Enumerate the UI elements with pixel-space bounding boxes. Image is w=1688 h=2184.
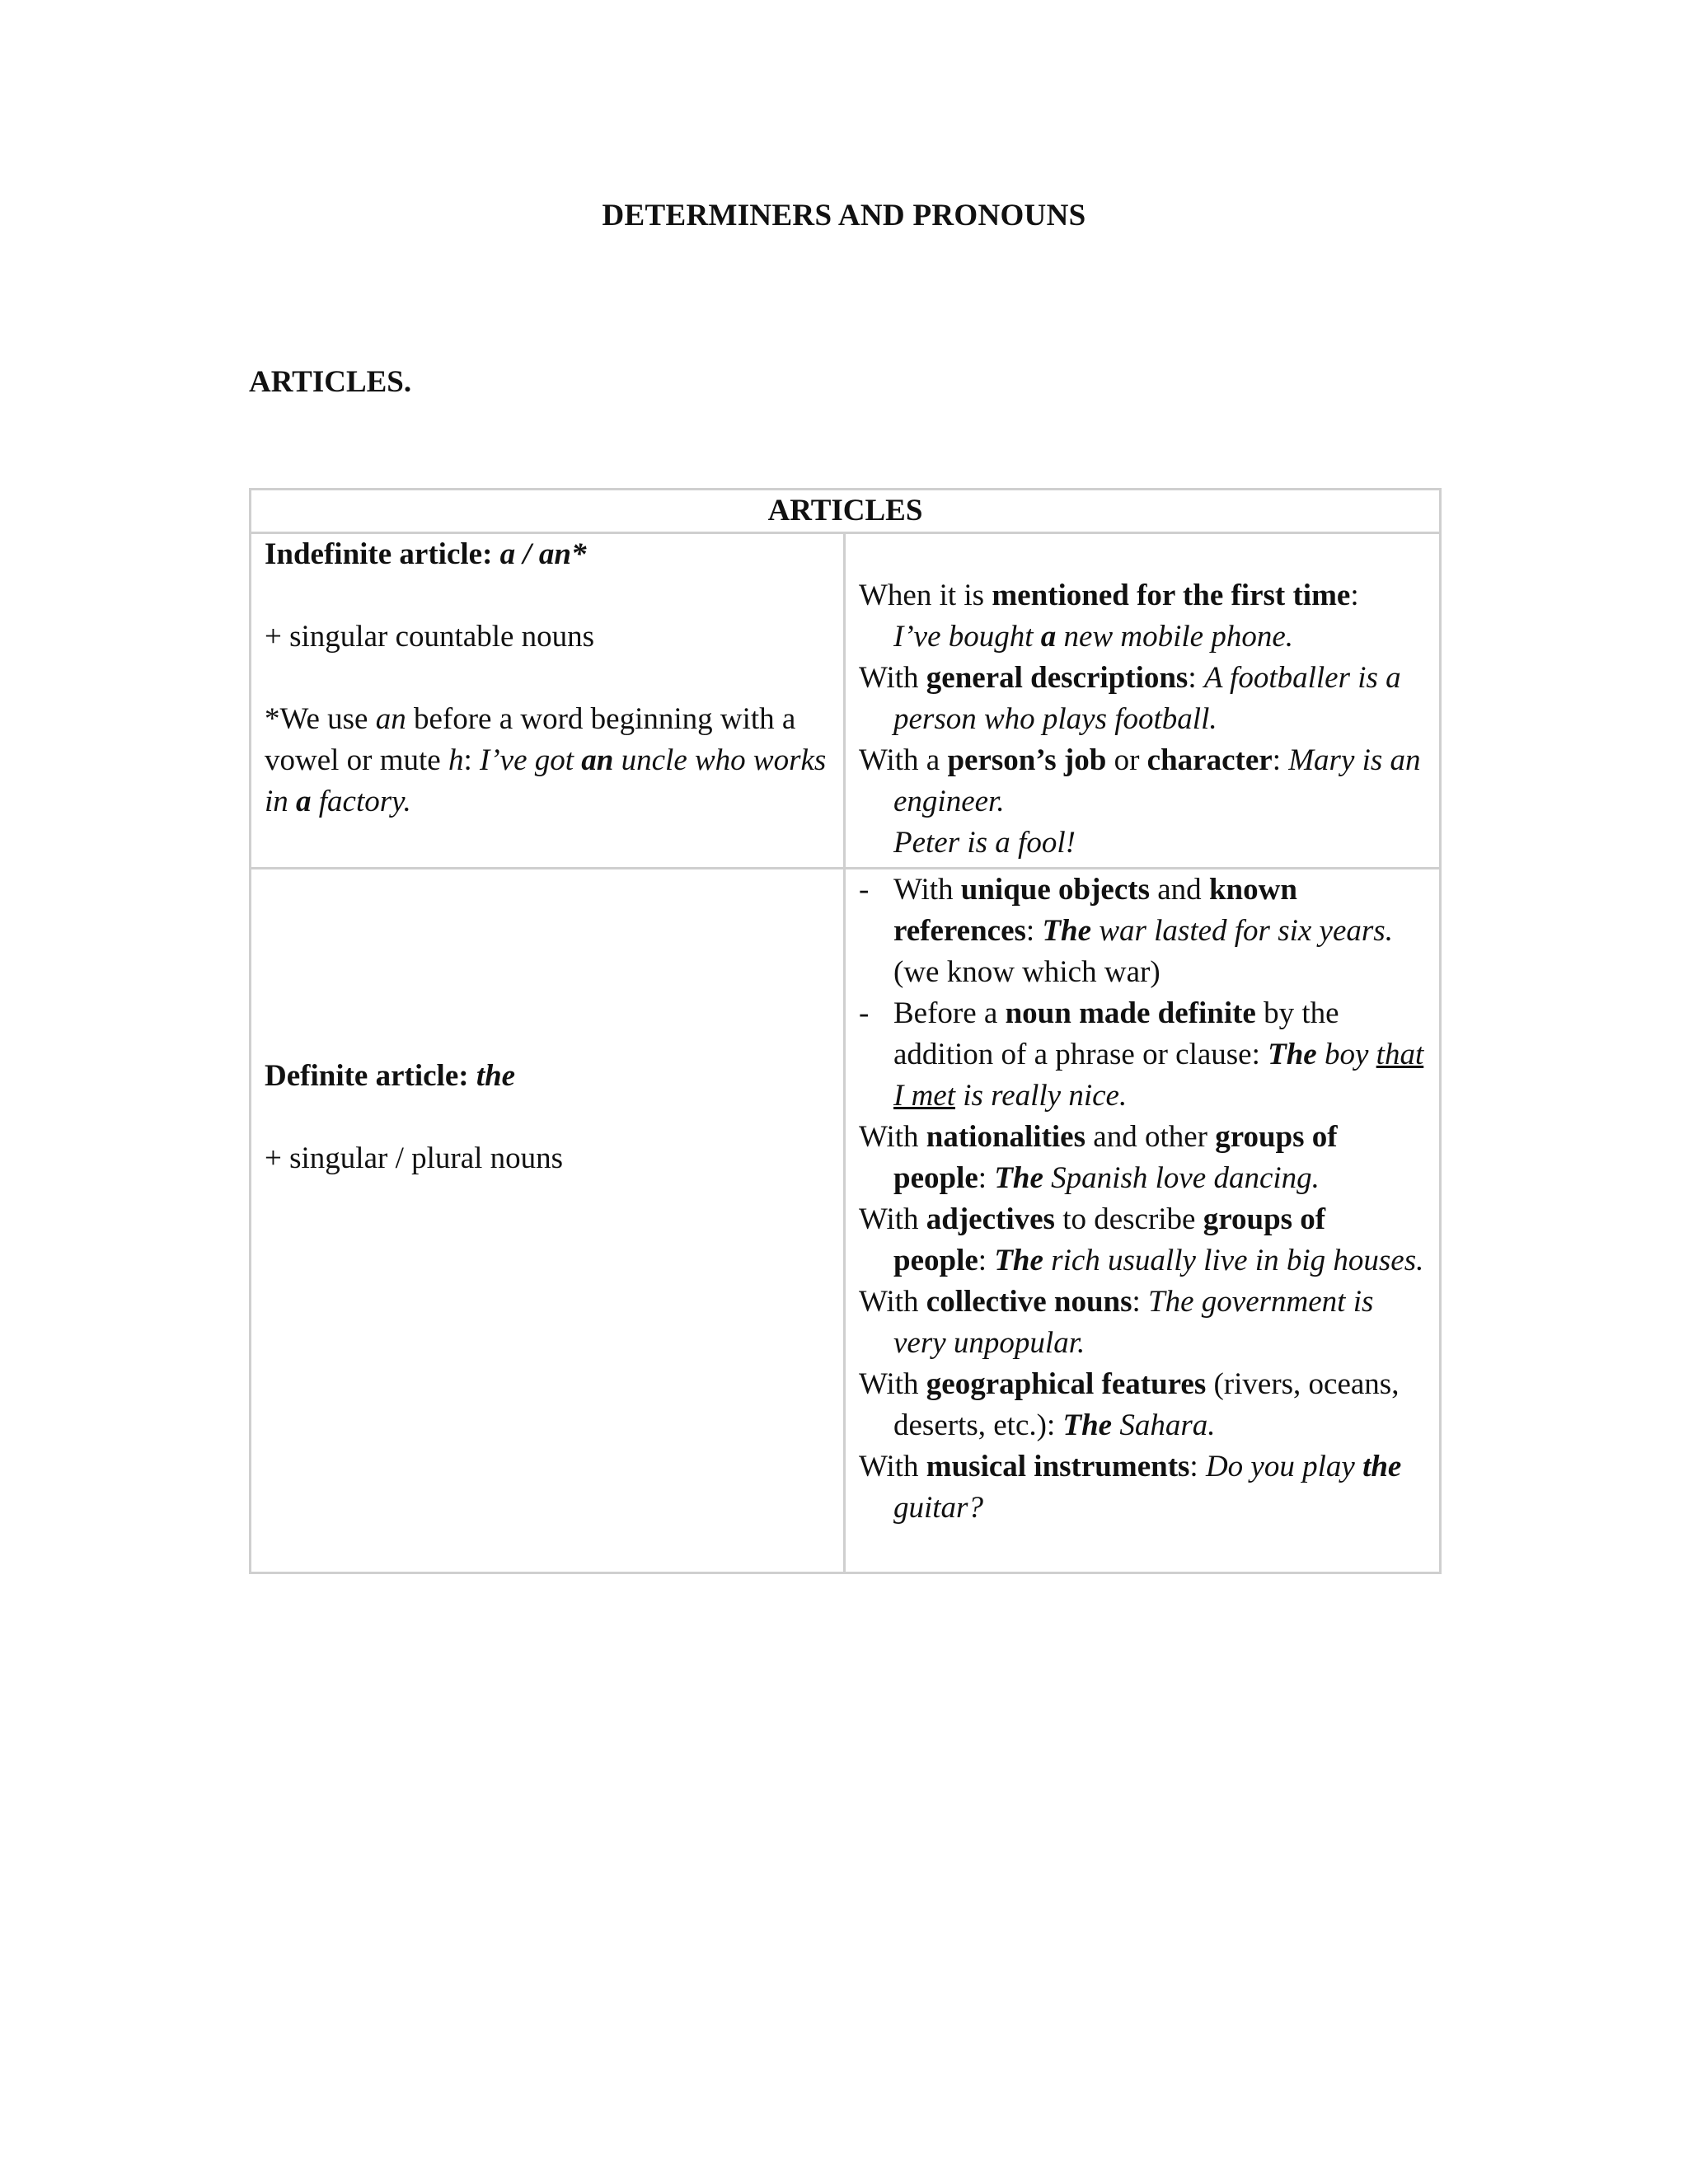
rule-nationalities <box>859 1117 1426 1199</box>
rule-example: I’ve bought <box>893 620 1041 654</box>
rule-example: Peter is a fool! <box>893 826 1076 860</box>
rule-text: and <box>1150 873 1209 907</box>
rule-text: by the addition of a phrase or clause: <box>893 996 1339 1071</box>
rule-text: With <box>859 1367 926 1401</box>
definite-heading-label: Definite article: <box>265 1059 476 1093</box>
rule-text: : <box>978 1244 995 1277</box>
rule-keyword: character <box>1146 743 1273 777</box>
rule-text: : <box>978 1161 995 1195</box>
rule-keyword: groups of people <box>893 1120 1338 1195</box>
rule-example: is really nice. <box>955 1079 1128 1113</box>
rule-job-character <box>859 740 1426 864</box>
rule-text: or <box>1106 743 1147 777</box>
rule-example-article: The <box>1268 1038 1317 1071</box>
rule-keyword: geographical features <box>926 1367 1207 1401</box>
note-example: I’ve got <box>480 743 582 777</box>
rule-collective-nouns <box>859 1282 1426 1364</box>
indefinite-article-cell <box>251 533 845 869</box>
definite-rules-cell <box>845 869 1441 1573</box>
rule-text: When it is <box>859 579 992 612</box>
rule-text: (rivers, oceans, deserts, etc.): <box>893 1367 1400 1442</box>
rule-example: Spanish love dancing. <box>1043 1161 1320 1195</box>
note-example-article: a <box>296 785 312 818</box>
rule-example-article: The <box>994 1161 1043 1195</box>
rule-keyword: nationalities <box>926 1120 1086 1154</box>
rule-text: and other <box>1085 1120 1216 1154</box>
rule-text: to describe <box>1054 1202 1203 1236</box>
rule-example-article: the <box>1362 1450 1402 1483</box>
rule-example-underlined: that <box>1376 1038 1424 1071</box>
rule-text: : <box>1350 579 1359 612</box>
indefinite-heading-value: a / an* <box>499 537 587 571</box>
indefinite-heading-label: Indefinite article: <box>265 537 500 571</box>
list-dash: - <box>859 873 870 907</box>
rule-example-underlined: I met <box>893 1079 955 1113</box>
note-text: h <box>448 743 464 777</box>
rule-example: Mary is an engineer. <box>893 743 1421 818</box>
rule-text: (we know which war) <box>893 955 1160 989</box>
rule-first-mention <box>859 575 1426 658</box>
rule-keyword: known references <box>893 873 1297 948</box>
rule-example-article: The <box>994 1244 1043 1277</box>
table-title-row <box>251 490 1441 533</box>
definite-usage: + singular / plural nouns <box>265 1141 564 1175</box>
rule-example: Sahara. <box>1112 1408 1216 1442</box>
rule-text: : <box>1189 1450 1206 1483</box>
indefinite-note <box>265 699 830 823</box>
note-text: before a word beginning with a vowel or mute <box>265 702 796 777</box>
rule-example: Do you play <box>1205 1450 1363 1483</box>
document-title: DETERMINERS AND PRONOUNS <box>602 199 1086 232</box>
rule-example: new mobile phone. <box>1056 620 1294 654</box>
rule-general-descriptions <box>859 658 1426 740</box>
rule-keyword: noun made definite <box>1005 996 1256 1030</box>
rule-text: : <box>1272 743 1289 777</box>
rule-example: war lasted for six years. <box>1091 914 1393 948</box>
rule-example-article: The <box>1042 914 1092 948</box>
rule-text: With <box>859 1450 926 1483</box>
note-example: uncle who works in <box>265 743 827 818</box>
rule-keyword: unique objects <box>960 873 1150 907</box>
rule-example: rich usually live in big houses. <box>1043 1244 1424 1277</box>
rule-text: : <box>1132 1285 1149 1319</box>
rule-text: With <box>859 661 926 695</box>
indefinite-article-heading <box>265 534 830 575</box>
rule-keyword: person’s job <box>947 743 1107 777</box>
rule-adjectives <box>859 1199 1426 1282</box>
definite-heading-value: the <box>476 1059 516 1093</box>
rule-musical-instruments <box>859 1446 1426 1529</box>
list-dash: - <box>859 996 870 1030</box>
rule-text: With <box>859 1202 926 1236</box>
rule-text: With <box>859 1285 926 1319</box>
articles-table <box>249 488 1442 1574</box>
rule-keyword: collective nouns <box>926 1285 1132 1319</box>
rule-text: With <box>893 873 961 907</box>
indefinite-article-row <box>251 533 1441 869</box>
rule-keyword: groups of people <box>893 1202 1326 1277</box>
indefinite-usage: + singular countable nouns <box>265 620 595 654</box>
rule-text: : <box>1188 661 1204 695</box>
indefinite-rules-cell <box>845 533 1441 869</box>
table-title: ARTICLES <box>251 490 1441 533</box>
definite-article-cell <box>251 869 845 1573</box>
note-text: an <box>375 702 406 736</box>
definite-article-row <box>251 869 1441 1573</box>
rule-noun-made-definite <box>859 993 1426 1117</box>
rule-text: With a <box>859 743 948 777</box>
rule-example: The government is very unpopular. <box>893 1285 1374 1360</box>
note-text: *We use <box>265 702 376 736</box>
rule-geographical-features <box>859 1364 1426 1446</box>
rule-example: boy <box>1316 1038 1376 1071</box>
rule-text: With <box>859 1120 926 1154</box>
rule-text: Before a <box>893 996 1006 1030</box>
rule-unique-objects <box>859 869 1426 993</box>
rule-text: : <box>1025 914 1043 948</box>
rule-example: guitar? <box>893 1491 983 1525</box>
definite-article-heading <box>265 1056 830 1097</box>
rule-example-article: The <box>1062 1408 1113 1442</box>
rule-keyword: adjectives <box>926 1202 1055 1236</box>
rule-example: A footballer is a person who plays football. <box>893 661 1401 736</box>
section-heading-articles: ARTICLES. <box>249 365 412 399</box>
rule-keyword: general descriptions <box>926 661 1189 695</box>
rule-keyword: musical instruments <box>926 1450 1190 1483</box>
rule-example-article: a <box>1040 620 1057 654</box>
rule-keyword: mentioned for the first time <box>992 579 1351 612</box>
note-example-article: an <box>581 743 614 777</box>
note-text: : <box>463 743 481 777</box>
note-example: factory. <box>311 785 411 818</box>
